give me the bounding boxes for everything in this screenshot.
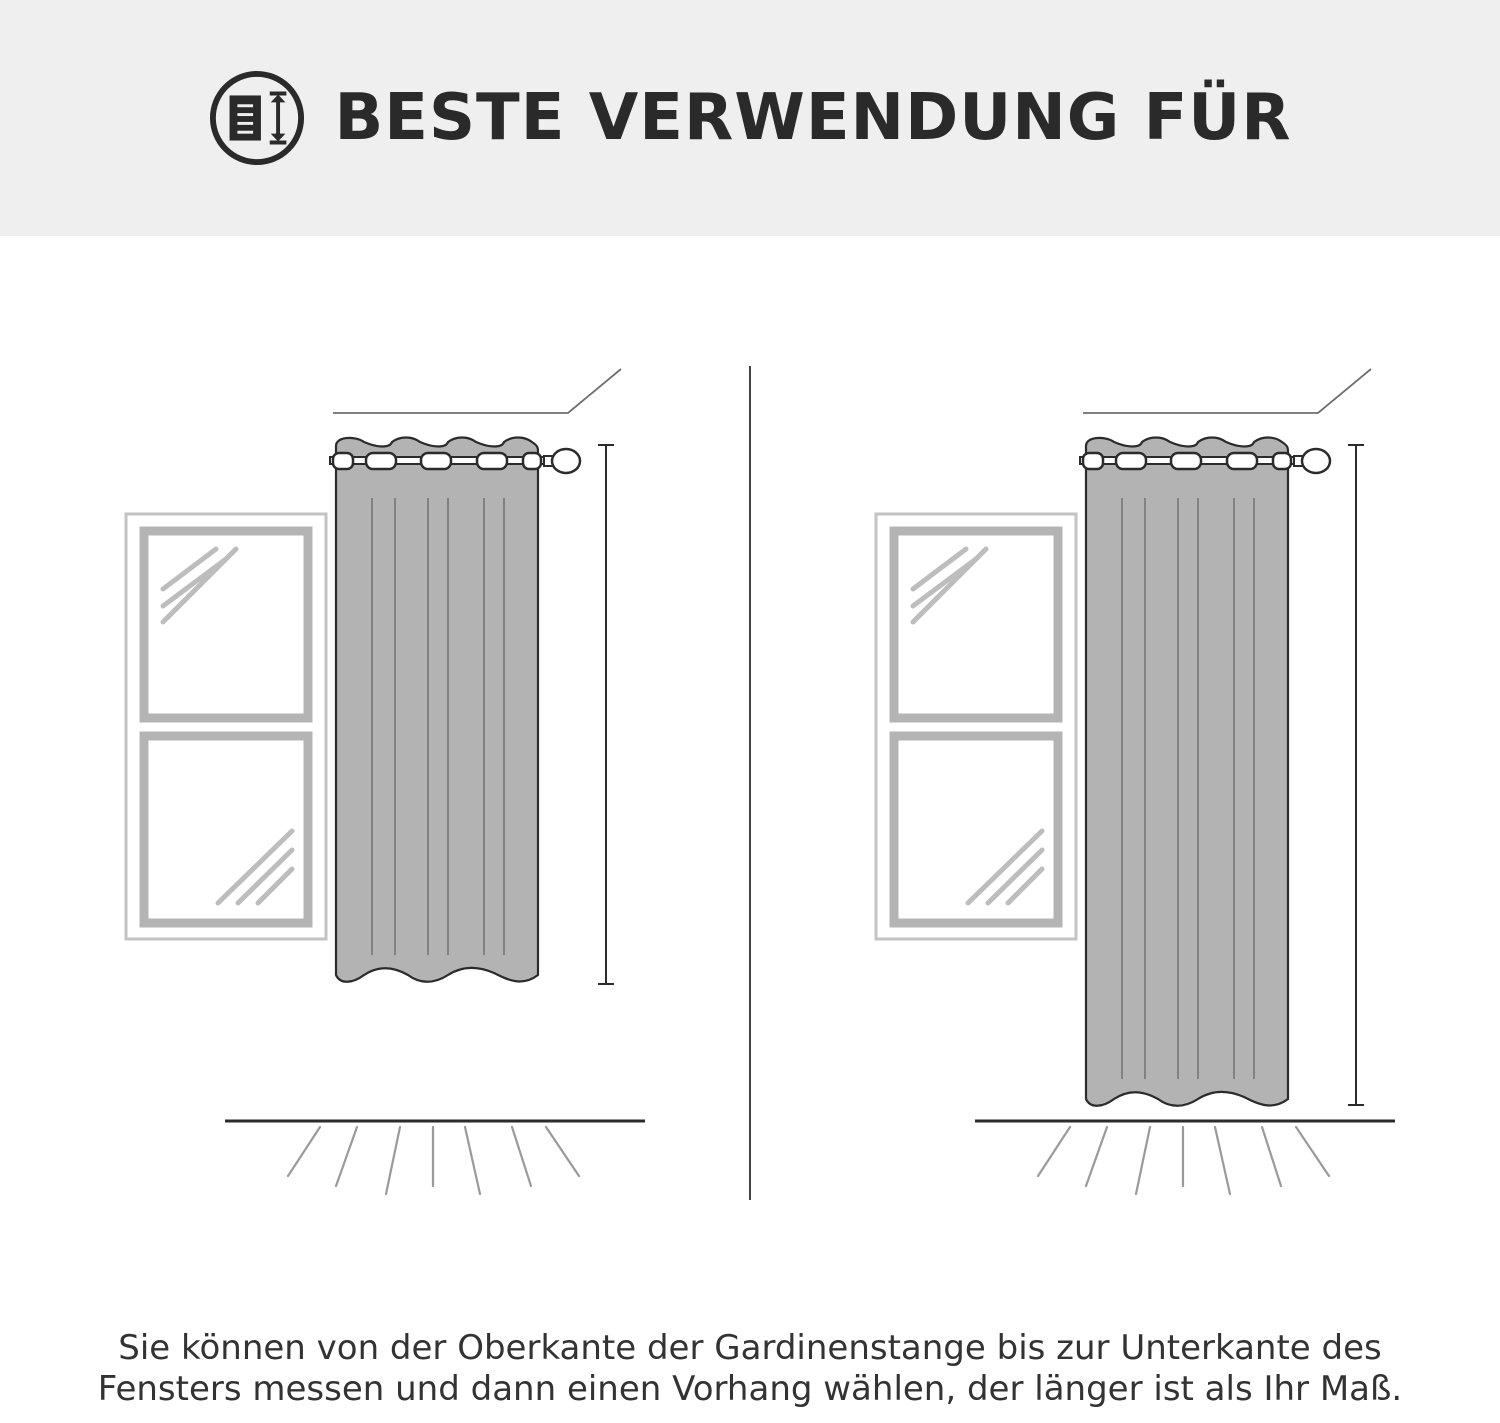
left-scene: [126, 369, 645, 1194]
measurement-line: [1348, 445, 1364, 1105]
header-bar: [0, 0, 1500, 236]
curtain-measure-icon: [208, 69, 306, 167]
glass-reflection: [163, 549, 292, 903]
floor: [975, 1121, 1395, 1194]
caption: [0, 1328, 1500, 1410]
floor: [225, 1121, 645, 1194]
measurement-line: [598, 445, 614, 984]
glass-reflection: [913, 549, 1042, 903]
ceiling-line: [333, 369, 621, 413]
caption-line-1: Sie können von der Oberkante der Gardinenstange bis zur Unterkante des: [118, 1328, 1382, 1368]
ceiling-line: [1083, 369, 1371, 413]
curtain-length-illustration: [0, 236, 1500, 1286]
caption-line-2: Fensters messen und dann einen Vorhang wählen, der länger ist als Ihr Maß.: [97, 1369, 1403, 1409]
page-title: BESTE VERWENDUNG FÜR: [334, 81, 1292, 155]
curtain-panel: [336, 438, 538, 982]
window: [876, 514, 1076, 939]
window: [126, 514, 326, 939]
curtain-panel: [1086, 438, 1288, 1106]
right-scene: [876, 369, 1395, 1194]
